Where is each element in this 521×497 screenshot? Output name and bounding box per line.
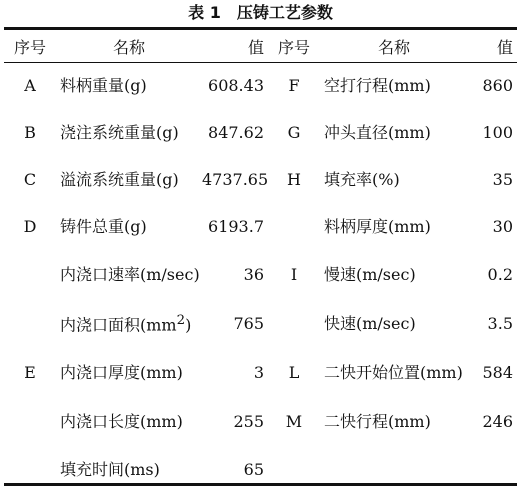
row-code: D [23,217,37,236]
row-code: F [288,76,300,95]
row-name-end: ) [185,315,192,335]
table-row [4,156,517,203]
row-value: 246 [482,412,513,431]
row-name [56,299,202,348]
header-seq-right: 序号 [277,37,310,57]
row-name: 内浇口厚度(mm) [60,362,183,382]
row-value: 608.43 [208,76,264,95]
row-code [4,397,56,446]
process-parameters-table [4,30,517,493]
row-value: 584 [482,363,513,382]
table-row [4,250,517,299]
table-row [4,62,517,109]
row-code [4,250,56,299]
row-value: 35 [492,170,513,189]
row-value: 6193.7 [208,217,264,236]
row-name-superscript: 2 [176,313,186,329]
header-name-right: 名称 [377,37,410,57]
table-row [4,348,517,397]
row-value: 36 [243,265,264,284]
row-value: 847.62 [208,123,264,142]
row-code: I [290,265,298,284]
row-value: 4737.65 [202,170,269,189]
row-name: 料柄厚度(mm) [324,216,431,236]
row-name: 慢速(m/sec) [324,264,416,284]
row-code: A [24,76,36,95]
header-value-left: 值 [247,37,264,57]
row-value: 100 [482,123,513,142]
row-name [320,446,468,493]
row-code: H [287,170,301,189]
row-name: 溢流系统重量(g) [60,169,179,189]
row-code: B [24,123,36,142]
row-name: 二快行程(mm) [324,411,431,431]
row-value: 65 [243,460,264,479]
row-value: 3 [253,363,264,382]
header-value-right: 值 [496,37,513,57]
table-row [4,203,517,250]
row-code: G [287,123,301,142]
table-row [4,299,517,348]
row-name: 填充率(%) [324,169,400,189]
header-seq-left: 序号 [13,37,46,57]
row-code [4,299,56,348]
row-code: E [24,363,36,382]
table-row [4,397,517,446]
table-row [4,109,517,156]
row-name: 内浇口速率(m/sec) [60,264,200,284]
row-value: 30 [492,217,513,236]
header-name-left: 名称 [112,37,145,57]
row-value: 255 [233,412,264,431]
row-value [468,446,517,493]
row-code [268,203,320,250]
row-code [4,446,56,493]
row-name-main: 内浇口面积(mm [60,315,177,335]
table-row [4,446,517,493]
row-code: M [285,412,303,431]
row-name: 填充时间(ms) [60,459,160,479]
row-name: 料柄重量(g) [60,75,147,95]
row-value: 3.5 [487,314,513,333]
row-value: 0.2 [487,265,513,284]
row-value: 765 [233,314,264,333]
row-name: 内浇口长度(mm) [60,411,183,431]
row-name: 快速(m/sec) [324,313,416,333]
row-name: 冲头直径(mm) [324,122,431,142]
row-name: 浇注系统重量(g) [60,122,179,142]
row-name: 空打行程(mm) [324,75,431,95]
header-row [4,30,517,62]
row-code [268,299,320,348]
row-name: 二快开始位置(mm) [324,362,463,382]
table-caption: 表 1 压铸工艺参数 [188,3,333,22]
row-name: 铸件总重(g) [60,216,147,236]
row-code: C [23,170,37,189]
row-code: L [288,363,300,382]
row-value: 860 [482,76,513,95]
row-code [268,446,320,493]
